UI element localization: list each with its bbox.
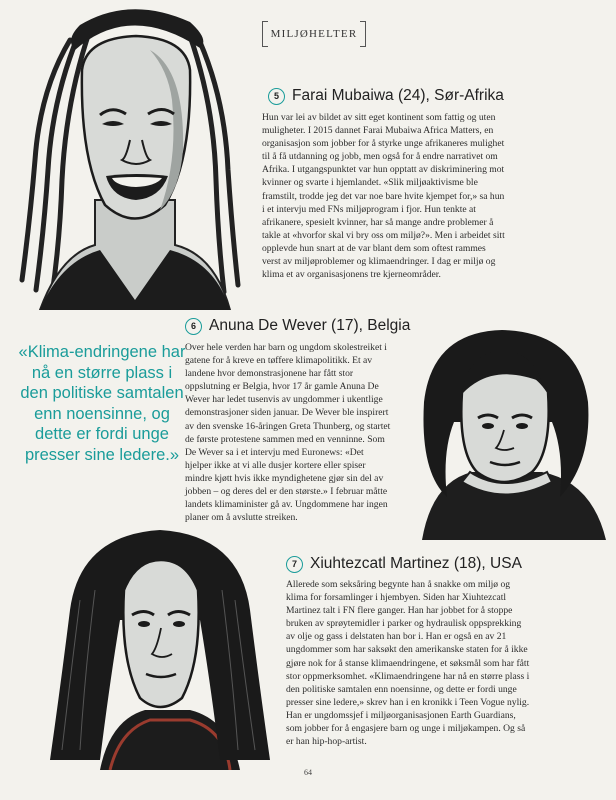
profile-title: Xiuhtezcatl Martinez (18), USA: [310, 555, 522, 572]
profile-number-badge: 5: [268, 88, 285, 105]
portrait-anuna-de-wever: [392, 322, 616, 540]
pull-quote: «Klima-endringene har nå en større plass i den politiske samtalen enn noensinne, og dette er fordi unge presser sine ledere.»: [18, 343, 186, 464]
section-label: MILJØHELTER: [270, 28, 358, 40]
page-number: 64: [304, 768, 312, 777]
profile-heading-6: [185, 317, 410, 335]
profile-heading-5: [268, 87, 504, 105]
section-header: [262, 21, 366, 47]
profile-title: Farai Mubaiwa (24), Sør-Afrika: [292, 87, 504, 104]
profile-text-6: Over hele verden har barn og ungdom skolestreiket i gatene for å kreve en tøffere klimapolitikk. Et av landene hvor demonstrasjonene har fått stor oppslutning er Belgia, hvor 17 år gamle Anuna De Wever har ledet tusenvis av ungdommer i ukentlige demonstrasjoner siden januar. De Wever ble inspirert av den svenske 16-åringen Greta Thunberg, og startet de første protestene sammen med en venninne. Som De Wever sa i et intervju med Euronews: «Det hjelper ikke at vi alle dusjer kortere eller spiser mindre kjøtt hvis ikke myndighetene gjør sin del av jobben – og deres del er den største.» I februar måtte landets klimaminister gå av. Ungdommene har ingen planer om å avslutte streiken.: [185, 342, 391, 524]
profile-text-5: Hun var lei av bildet av sitt eget kontinent som fattig og uten muligheter. I 2015 dannet Farai Mubaiwa Africa Matters, en organisasjon som jobber for å styrke unge afrikaneres mulighet til å få utdanning og jobb, men også for å endre narrativet om Afrika. I utgangspunktet var hun opptatt av diskriminering mot kvinner og svarte i hjemlandet. «Slik miljøaktivisme ble framstilt, trodde jeg det var noe bare hvite kjempet for,» sa hun i et intervju med FNs miljøprogram i fjor. Hun tenkte at afrikanere, spesielt kvinner, har så mange andre problemer å takle at «hvorfor skal vi bry oss om miljø?». Men i arbeidet sitt opplevde hun snart at de var blant dem som oftest rammes verst av miljøproblemer og klimaendringer. I dag er miljø og klima et av organisasjonens tre kjerneområder.: [262, 112, 505, 281]
bracket-right: [360, 21, 366, 47]
profile-number-badge: 6: [185, 318, 202, 335]
profile-number-badge: 7: [286, 556, 303, 573]
bracket-left: [262, 21, 268, 47]
portrait-xiuhtezcatl-martinez: [40, 520, 280, 770]
profile-heading-7: [286, 555, 522, 573]
profile-text-7: Allerede som seksåring begynte han å snakke om miljø og klima for forsamlinger i hjembyen. Siden har Xiuhtezcatl Martinez talt i FN flere ganger. Han har jobbet for å stoppe bruken av sprøytemidler i parker og hydraulisk oppsprekking av olje og gass i delstaten han bor i. Han er også en av 21 ungdommer som har saksøkt den amerikanske staten for å ikke gjøre nok for å stanse klimaendringene, et søksmål som har fått stor oppmerksomhet. «Klimaendringene har nå en større plass i den politiske samtalen enn noensinne, og dette er fordi unge presser sine ledere,» skrev han i en kronikk i Teen Vogue nylig. Han er ungdomssjef i miljøorganisasjonen Earth Guardians, som jobber for å engasjere barn og unge i miljøkampen. Og så er han hip-hop-artist.: [286, 579, 530, 748]
portrait-farai-mubaiwa: [0, 0, 250, 310]
profile-title: Anuna De Wever (17), Belgia: [209, 317, 411, 334]
